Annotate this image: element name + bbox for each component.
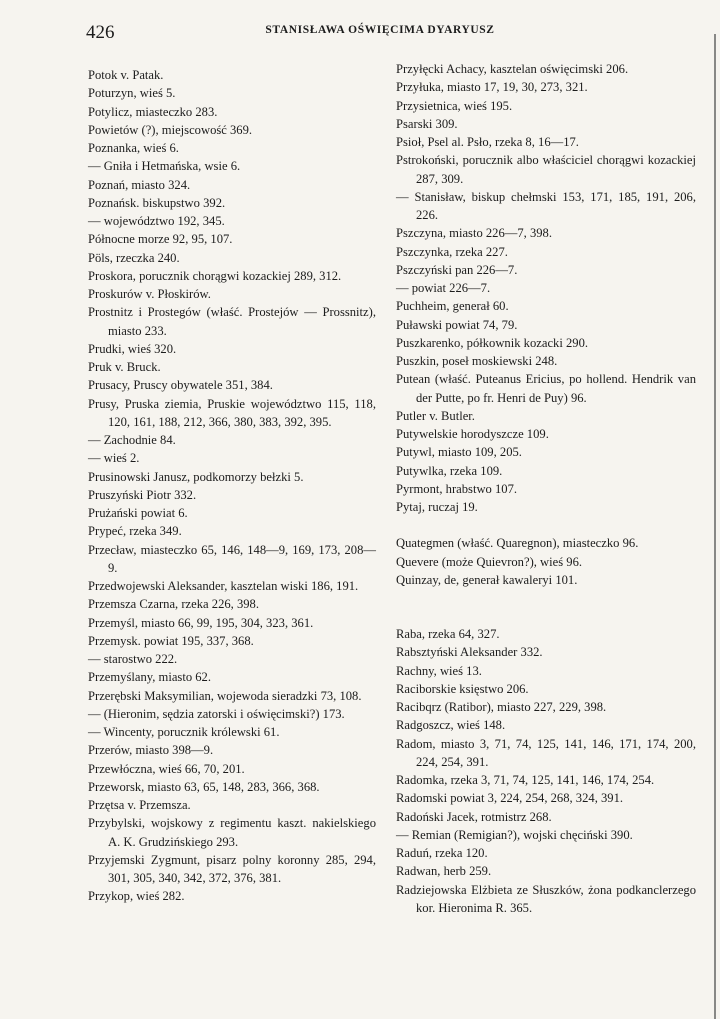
index-entry: — starostwo 222. [88,652,178,666]
index-column-left [88,66,376,906]
index-entry: Powietów (?), miejscowość 369. [88,122,253,137]
index-entry: Potok v. Patak. [88,68,164,82]
section-gap [396,589,696,625]
index-entry: — powiat 226—7. [396,281,491,295]
index-entry: Przewłóczna, wieś 66, 70, 201. [88,761,245,776]
index-entry: Putywelskie horodyszcze 109. [396,427,549,441]
index-entry: Prudki, wieś 320. [88,341,177,356]
index-entry: Prusy, Pruska ziemia, Pruskie województwo 115, 118, 120, 161, 188, 212, 366, 380, 383, 392, 395. [88,396,376,429]
index-entry: Racibqrz (Ratibor), miasto 227, 229, 398. [396,700,607,714]
index-group-r [396,625,696,917]
section-gap [396,516,696,534]
index-entry: Przętsa v. Przemsza. [88,798,191,812]
index-entry: Pstrokoński, porucznik albo właściciel chorągwi kozackiej 287, 309. [396,153,696,186]
index-entry: Raciborskie księstwo 206. [396,681,529,696]
index-entry: Północne morze 92, 95, 107. [88,232,233,247]
index-entry: Proskora, porucznik chorągwi kozackiej 289, 312. [88,268,342,283]
index-entry: Puszkin, poseł moskiewski 248. [396,354,558,368]
index-entry: Przyłuka, miasto 17, 19, 30, 273, 321. [396,80,588,95]
index-entry: Radziejowska Elżbieta ze Słuszków, żona podkanclerzego kor. Hieronima R. 365. [396,882,696,915]
index-entry: Pytaj, ruczaj 19. [396,500,478,514]
index-entry: Quevere (może Quievron?), wieś 96. [396,554,583,569]
index-entry: Psioł, Psel al. Psło, rzeka 8, 16—17. [396,135,579,149]
index-entry: Przyjemski Zygmunt, pisarz polny koronny 285, 294, 301, 305, 340, 342, 372, 376, 381. [88,852,376,885]
index-entry: Radom, miasto 3, 71, 74, 125, 141, 146, 171, 174, 200, 224, 254, 391. [396,736,696,769]
running-title: STANISŁAWA OŚWIĘCIMA DYARYUSZ [265,24,495,36]
index-entry: Radgoszcz, wieś 148. [396,718,506,733]
index-entry: Puławski powiat 74, 79. [396,317,518,332]
index-entry: Raba, rzeka 64, 327. [396,627,500,641]
index-entry: Radomski powiat 3, 224, 254, 268, 324, 391. [396,791,624,806]
page-edge-rule [714,34,716,1019]
index-entry: Putler v. Butler. [396,408,475,423]
index-entry: Przerębski Maksymilian, wojewoda sieradzki 73, 108. [88,688,362,703]
index-entry: Puszkarenko, półkownik kozacki 290. [396,335,589,350]
index-entry: Prusacy, Pruscy obywatele 351, 384. [88,378,273,393]
index-entry: Przybylski, wojskowy z regimentu kaszt. nakielskiego A. K. Grudzińskiego 293. [88,816,376,849]
index-entry: Pszczyna, miasto 226—7, 398. [396,226,553,241]
index-entry: Poznańsk. biskupstwo 392. [88,195,226,210]
index-entry: Radwan, herb 259. [396,864,492,879]
index-column-right [396,60,696,917]
index-entry: Putean (właść. Puteanus Ericius, po hollend. Hendrik van der Putte, po fr. Henri de Puy) 96. [396,372,696,405]
index-entry: Quategmen (właść. Quaregnon), miasteczko 96. [396,536,639,551]
index-entry: — Remian (Remigian?), wojski chęciński 390. [396,827,633,842]
index-entry: Pöls, rzeczka 240. [88,250,180,265]
index-entry: Przemysk. powiat 195, 337, 368. [88,633,254,648]
index-group-q [396,534,696,589]
index-entry: Przecław, miasteczko 65, 146, 148—9, 169, 173, 208—9. [88,542,376,575]
index-entry: — Stanisław, biskup chełmski 153, 171, 185, 191, 206, 226. [396,189,696,222]
index-entry: — Gniła i Hetmańska, wsie 6. [88,159,241,174]
index-entry: Proskurów v. Płoskirów. [88,287,211,301]
index-entry: — (Hieronim, sędzia zatorski i oświęcimski?) 173. [88,706,345,721]
index-entry: Przemyśl, miasto 66, 99, 195, 304, 323, 361. [88,615,314,630]
index-entry: Putywl, miasto 109, 205. [396,445,522,460]
index-entry: — wieś 2. [88,451,140,466]
index-group-p [396,60,696,516]
index-entry: Pruk v. Bruck. [88,360,161,374]
index-entry: Przemyślany, miasto 62. [88,670,212,685]
index-entry: Pszczynka, rzeka 227. [396,244,508,259]
index-entry: Puchheim, generał 60. [396,299,509,314]
index-entry: Potylicz, miasteczko 283. [88,104,218,119]
index-entry: Prostnitz i Prostegów (właść. Prostejów — Prossnitz), miasto 233. [88,305,376,338]
index-entry: Przerów, miasto 398—9. [88,743,214,758]
index-entry: Pszczyński pan 226—7. [396,262,518,277]
index-entry: Prypeć, rzeka 349. [88,524,182,539]
index-entry: Psarski 309. [396,116,458,131]
index-entry: Poznanka, wieś 6. [88,141,179,155]
index-entry: Przemsza Czarna, rzeka 226, 398. [88,597,259,612]
index-entry: Pyrmont, hrabstwo 107. [396,481,518,496]
index-entry: Przykop, wieś 282. [88,889,185,904]
index-entry: Przysietnica, wieś 195. [396,98,513,113]
index-entry: Przyłęcki Achacy, kasztelan oświęcimski 206. [396,62,629,76]
index-entry: — Wincenty, porucznik królewski 61. [88,725,280,739]
index-entry: Poturzyn, wieś 5. [88,86,176,101]
index-entry: Prużański powiat 6. [88,506,188,520]
index-entry: Prusinowski Janusz, podkomorzy bełzki 5. [88,469,304,484]
index-entry: Pruszyński Piotr 332. [88,487,197,502]
index-entry: — Zachodnie 84. [88,433,176,447]
index-entry: Przedwojewski Aleksander, kasztelan wiski 186, 191. [88,579,359,593]
index-entry: Quinzay, de, generał kawaleryi 101. [396,572,578,587]
index-entry: — województwo 192, 345. [88,214,225,228]
index-entry: Putywlka, rzeka 109. [396,463,503,478]
index-entry: Poznań, miasto 324. [88,177,191,192]
index-entry: Przeworsk, miasto 63, 65, 148, 283, 366, 368. [88,779,320,794]
index-entry: Rabsztyński Aleksander 332. [396,645,543,660]
index-entry: Radomka, rzeka 3, 71, 74, 125, 141, 146, 174, 254. [396,773,655,787]
index-entry: Raduń, rzeka 120. [396,846,488,860]
page-number: 426 [86,22,115,43]
index-entry: Rachny, wieś 13. [396,663,482,678]
index-entry: Radoński Jacek, rotmistrz 268. [396,809,552,824]
